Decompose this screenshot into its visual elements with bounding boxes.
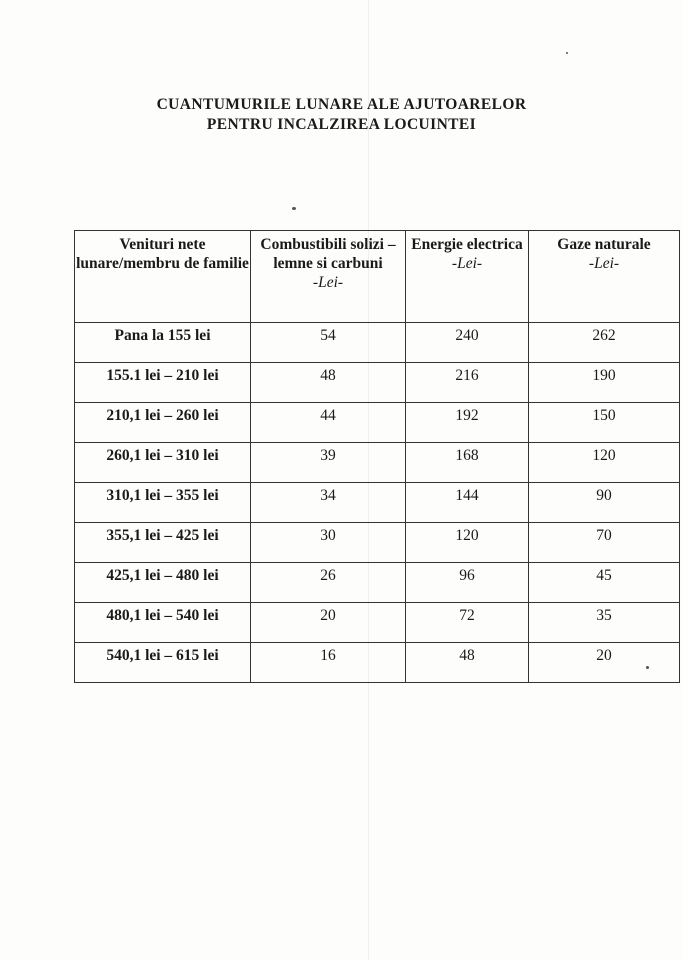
gas-cell: 150	[529, 403, 680, 443]
electric-cell: 216	[406, 363, 529, 403]
table-row	[75, 483, 680, 523]
gas-cell: 45	[529, 563, 680, 603]
solid-fuel-cell: 26	[251, 563, 406, 603]
gas-cell: 120	[529, 443, 680, 483]
header-solid-fuel-label: Combustibili solizi – lemne si carbuni	[260, 236, 396, 272]
header-electric	[406, 231, 529, 323]
electric-cell: 240	[406, 323, 529, 363]
electric-cell: 144	[406, 483, 529, 523]
gas-cell: 190	[529, 363, 680, 403]
ink-speck	[566, 52, 568, 54]
electric-cell: 168	[406, 443, 529, 483]
solid-fuel-cell: 20	[251, 603, 406, 643]
table-row	[75, 403, 680, 443]
income-cell: 260,1 lei – 310 lei	[75, 443, 251, 483]
header-gas-label: Gaze naturale	[557, 236, 651, 253]
header-income-label: Venituri nete lunare/membru de familie	[76, 236, 249, 272]
electric-cell: 96	[406, 563, 529, 603]
header-electric-label: Energie electrica	[411, 236, 523, 253]
gas-cell: 90	[529, 483, 680, 523]
income-cell: 540,1 lei – 615 lei	[75, 643, 251, 683]
table-row	[75, 523, 680, 563]
ink-speck	[292, 207, 296, 210]
solid-fuel-cell: 34	[251, 483, 406, 523]
table-row	[75, 643, 680, 683]
gas-cell: 20	[529, 643, 680, 683]
electric-cell: 72	[406, 603, 529, 643]
heating-aid-table	[74, 230, 680, 683]
header-gas	[529, 231, 680, 323]
table-row	[75, 443, 680, 483]
header-solid-fuel	[251, 231, 406, 323]
title-line-1: CUANTUMURILE LUNARE ALE AJUTOARELOR	[156, 96, 527, 113]
gas-cell: 35	[529, 603, 680, 643]
table-header-row	[75, 231, 680, 323]
header-income	[75, 231, 251, 323]
income-cell: 210,1 lei – 260 lei	[75, 403, 251, 443]
solid-fuel-cell: 48	[251, 363, 406, 403]
income-cell: 155.1 lei – 210 lei	[75, 363, 251, 403]
income-cell: 480,1 lei – 540 lei	[75, 603, 251, 643]
electric-cell: 48	[406, 643, 529, 683]
income-cell: 355,1 lei – 425 lei	[75, 523, 251, 563]
table-row	[75, 363, 680, 403]
income-cell: 310,1 lei – 355 lei	[75, 483, 251, 523]
solid-fuel-cell: 44	[251, 403, 406, 443]
income-cell: Pana la 155 lei	[75, 323, 251, 363]
header-gas-unit: -Lei-	[588, 255, 620, 272]
header-solid-fuel-unit: -Lei-	[312, 274, 344, 291]
gas-cell: 262	[529, 323, 680, 363]
income-cell: 425,1 lei – 480 lei	[75, 563, 251, 603]
table-row	[75, 563, 680, 603]
table-row	[75, 323, 680, 363]
electric-cell: 192	[406, 403, 529, 443]
document-title	[0, 95, 683, 135]
solid-fuel-cell: 54	[251, 323, 406, 363]
solid-fuel-cell: 39	[251, 443, 406, 483]
title-line-2: PENTRU INCALZIREA LOCUINTEI	[206, 116, 477, 133]
gas-cell: 70	[529, 523, 680, 563]
electric-cell: 120	[406, 523, 529, 563]
solid-fuel-cell: 16	[251, 643, 406, 683]
table-row	[75, 603, 680, 643]
solid-fuel-cell: 30	[251, 523, 406, 563]
header-electric-unit: -Lei-	[451, 255, 483, 272]
